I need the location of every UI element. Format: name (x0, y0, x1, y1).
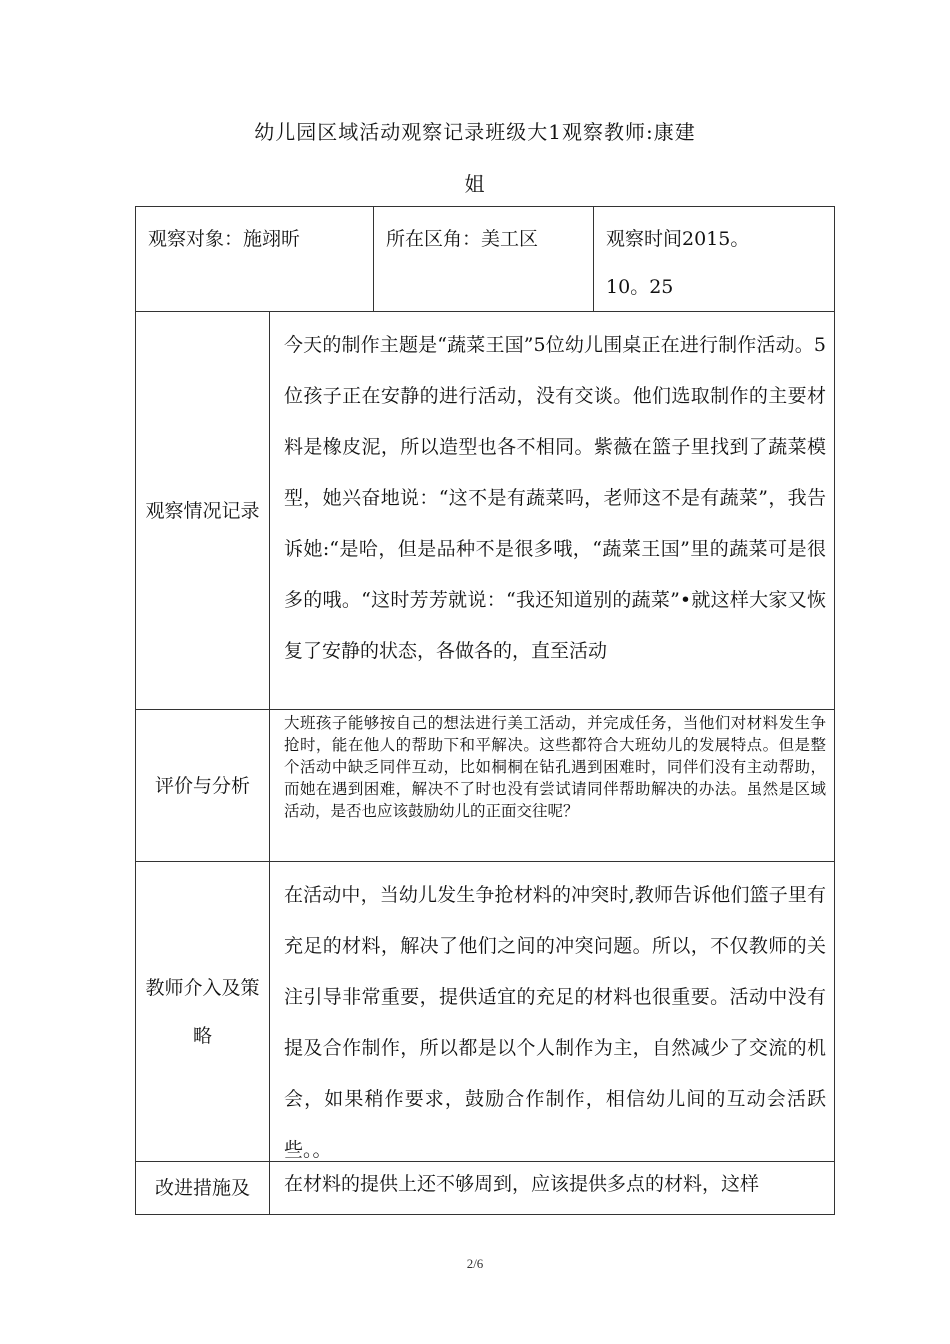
evaluation-text-cell (270, 710, 835, 862)
area-text: 所在区角：美工区 (386, 228, 539, 250)
document-title-line-2: 姐 (464, 172, 486, 196)
intervention-label: 教师介入及策略 (145, 976, 260, 1047)
intervention-label-cell (136, 862, 270, 1162)
table-header-row (136, 207, 835, 312)
table-row-improvement (136, 1162, 835, 1215)
time-text-line-1: 观察时间2015。 (606, 228, 750, 250)
subject-cell (136, 207, 374, 312)
evaluation-text: 大班孩子能够按自己的想法进行美工活动，并完成任务，当他们对材料发生争抢时，能在他人的帮助下和平解决。这些都符合大班幼儿的发展特点。但是整个活动中缺乏同伴互动，比如桐桐在钻孔遇到困难时，同伴们没有主动帮助，而她在遇到困难，解决不了时也没有尝试请同伴帮助解决的办法。虽然是区域活动，是否也应该鼓励幼儿的正面交往呢？ (284, 714, 827, 820)
observation-text: 今天的制作主题是“蔬菜王国”5位幼儿围桌正在进行制作活动。5位孩子正在安静的进行活动，没有交谈。他们选取制作的主要材料是橡皮泥，所以造型也各不相同。紫薇在篮子里找到了蔬菜模型，她兴奋地说：“这不是有蔬菜吗，老师这不是有蔬菜”，我告诉她:“是哈，但是品种不是很多哦，“蔬菜王国”里的蔬菜可是很多的哦。“这时芳芳就说：“我还知道别的蔬菜”•就这样大家又恢复了安静的状态，各做各的，直至活动 (284, 334, 827, 662)
page-number: 2/6 (466, 1256, 484, 1271)
observation-label-cell (136, 312, 270, 710)
improvement-label-cell (136, 1162, 270, 1215)
subject-text: 观察对象：施翊昕 (148, 228, 301, 250)
time-text-line-2: 10。25 (606, 276, 674, 298)
observation-label: 观察情况记录 (145, 499, 260, 522)
area-cell (374, 207, 594, 312)
observation-text-cell (270, 312, 835, 710)
time-cell (594, 207, 835, 312)
intervention-text-cell (270, 862, 835, 1162)
improvement-text-cell (270, 1162, 835, 1215)
table-row-intervention (136, 862, 835, 1162)
evaluation-label-cell (136, 710, 270, 862)
intervention-text: 在活动中，当幼儿发生争抢材料的冲突时,教师告诉他们篮子里有充足的材料，解决了他们之间的冲突问题。所以，不仅教师的关注引导非常重要，提供适宜的充足的材料也很重要。活动中没有提及合作制作，所以都是以个人制作为主，自然减少了交流的机会，如果稍作要求，鼓励合作制作，相信幼儿间的互动会活跃些。。 (284, 884, 827, 1160)
evaluation-label: 评价与分析 (154, 774, 250, 797)
improvement-text: 在材料的提供上还不够周到，应该提供多点的材料，这样 (284, 1173, 760, 1195)
improvement-label: 改进措施及 (154, 1177, 250, 1199)
table-row-evaluation (136, 710, 835, 862)
table-row-observation (136, 312, 835, 710)
observation-table (135, 206, 835, 1215)
document-title-line-1: 幼儿园区域活动观察记录班级大1观察教师:康建 (254, 120, 696, 144)
